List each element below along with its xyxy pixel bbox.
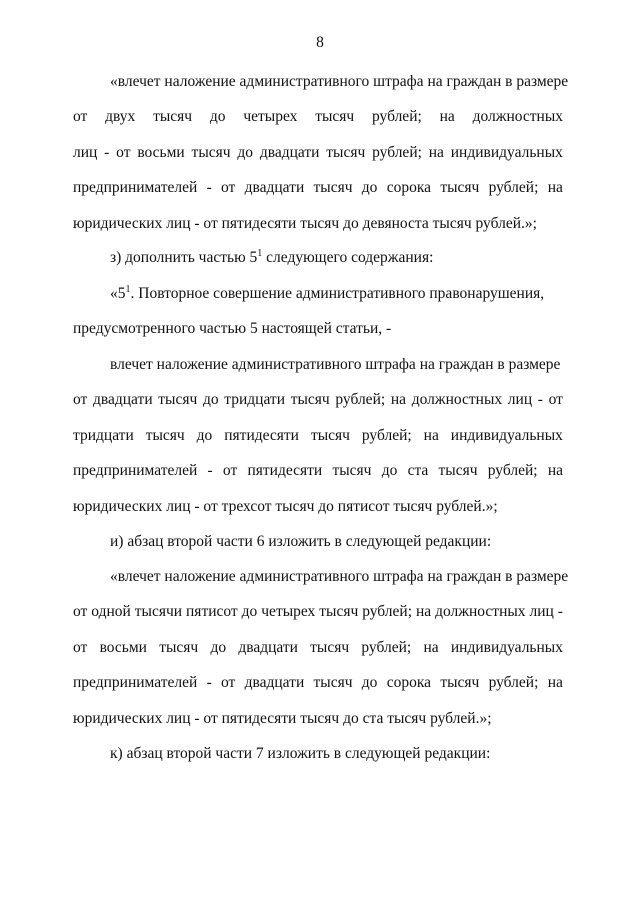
text-line xyxy=(73,461,563,481)
word: от xyxy=(73,603,88,620)
word: рублей; xyxy=(488,674,539,691)
word: тысяч xyxy=(310,427,350,444)
word: восьми xyxy=(99,639,147,656)
text-line xyxy=(73,178,563,198)
word: на xyxy=(547,674,563,691)
word: рублей; xyxy=(371,108,422,125)
word: сорока xyxy=(386,179,432,196)
word: тысяч xyxy=(313,674,353,691)
text-line: предусмотренного частью 5 настоящей статьи, - xyxy=(73,320,392,337)
word: тысяч xyxy=(332,462,372,479)
word: на xyxy=(547,179,563,196)
text-line: юридических лиц - от пятидесяти тысяч до ста тысяч рублей.»; xyxy=(73,710,492,727)
word: до xyxy=(361,179,378,196)
word: до xyxy=(381,462,398,479)
word: от xyxy=(116,144,131,161)
word: тридцати xyxy=(224,391,286,408)
word: пятисот xyxy=(186,603,238,620)
word: предпринимателей xyxy=(73,179,198,196)
word: предпринимателей xyxy=(73,674,198,691)
word: тысяч xyxy=(191,144,231,161)
word: рублей; xyxy=(361,639,412,656)
text-line: юридических лиц - от трехсот тысяч до пятисот тысяч рублей.»; xyxy=(73,498,498,515)
word: предпринимателей xyxy=(73,462,198,479)
word: индивидуальных xyxy=(450,639,563,656)
text-line: к) абзац второй части 7 изложить в следующей редакции: xyxy=(110,745,491,762)
word: - xyxy=(207,462,213,479)
word: тысяч xyxy=(158,391,198,408)
superscript: 1 xyxy=(257,248,263,259)
text-line xyxy=(73,107,563,127)
word: тысяч xyxy=(310,639,350,656)
text-line xyxy=(73,426,563,446)
text-line xyxy=(73,673,563,693)
word: одной xyxy=(91,603,131,620)
text-line xyxy=(73,602,563,622)
word: рублей; xyxy=(487,462,538,479)
word: восьми xyxy=(137,144,185,161)
word: рублей; xyxy=(361,427,412,444)
word: рублей; xyxy=(362,603,413,620)
word: рублей; xyxy=(335,391,386,408)
text-line: юридических лиц - от пятидесяти тысяч до девяноста тысяч рублей.»; xyxy=(73,215,537,232)
word: двадцати xyxy=(259,144,320,161)
word: до xyxy=(361,674,378,691)
word: - xyxy=(206,179,212,196)
word: тысяч xyxy=(440,179,480,196)
word: - xyxy=(104,144,110,161)
word: двадцати xyxy=(238,639,298,656)
word: рублей; xyxy=(372,144,422,161)
word: на xyxy=(423,639,439,656)
word: тысяч xyxy=(319,603,359,620)
text-line: «влечет наложение административного штрафа на граждан в размере xyxy=(110,73,569,90)
text-line xyxy=(73,638,563,658)
word: от xyxy=(73,639,88,656)
word: до xyxy=(202,391,219,408)
text-line xyxy=(73,143,563,163)
word: сорока xyxy=(386,674,432,691)
page-number: 8 xyxy=(316,34,324,51)
word: тысяч xyxy=(438,462,478,479)
word: двух xyxy=(105,108,136,125)
word: индивидуальных xyxy=(450,144,563,161)
text-line: з) дополнить частью $5^1$ следующего содержания: xyxy=(110,248,434,266)
word: пятидесяти xyxy=(224,427,299,444)
word: от xyxy=(222,462,238,479)
word: ста xyxy=(407,462,429,479)
text-line: «$5^1$. Повторное совершение административного правонарушения, xyxy=(110,284,545,302)
word: четырех xyxy=(243,108,298,125)
word: на xyxy=(390,391,407,408)
word: четырех xyxy=(261,603,316,620)
text-line: влечет наложение административного штрафа на граждан в размере xyxy=(110,356,561,373)
text-line xyxy=(73,390,563,410)
word: на xyxy=(547,462,563,479)
word: до xyxy=(209,108,226,125)
word: пятидесяти xyxy=(247,462,323,479)
word: - xyxy=(537,391,543,408)
word: двадцати xyxy=(244,674,305,691)
word: тысяч xyxy=(313,179,353,196)
word: тысяч xyxy=(153,108,193,125)
word: от xyxy=(73,108,88,125)
word: на xyxy=(428,144,444,161)
word: лиц xyxy=(529,603,554,620)
word: рублей; xyxy=(488,179,539,196)
word: тысяч xyxy=(440,674,480,691)
word: лиц xyxy=(73,144,98,161)
word: - xyxy=(206,674,212,691)
word: тысяч xyxy=(145,427,185,444)
word: тридцати xyxy=(73,427,134,444)
word: двадцати xyxy=(244,179,305,196)
superscript: 1 xyxy=(125,284,131,295)
word: до xyxy=(237,144,254,161)
word: на xyxy=(423,427,439,444)
word: тысяч xyxy=(315,108,355,125)
word: до xyxy=(196,427,213,444)
word: двадцати xyxy=(93,391,153,408)
word: индивидуальных xyxy=(450,427,563,444)
word: до xyxy=(210,639,227,656)
word: тысячи xyxy=(134,603,183,620)
word: тысяч xyxy=(159,639,199,656)
word: тысяч xyxy=(326,144,366,161)
word: на xyxy=(415,603,432,620)
text-line: «влечет наложение административного штрафа на граждан в размере xyxy=(110,568,569,585)
word: - xyxy=(557,603,563,620)
word: лиц xyxy=(507,391,533,408)
word: должностных xyxy=(472,108,563,125)
word: от xyxy=(548,391,563,408)
word: должностных xyxy=(411,391,503,408)
text-line: и) абзац второй части 6 изложить в следующей редакции: xyxy=(110,533,492,550)
word: на xyxy=(439,108,455,125)
word: от xyxy=(221,674,236,691)
word: от xyxy=(221,179,236,196)
word: должностных xyxy=(435,603,526,620)
word: до xyxy=(241,603,258,620)
word: тысяч xyxy=(290,391,330,408)
word: от xyxy=(73,391,88,408)
